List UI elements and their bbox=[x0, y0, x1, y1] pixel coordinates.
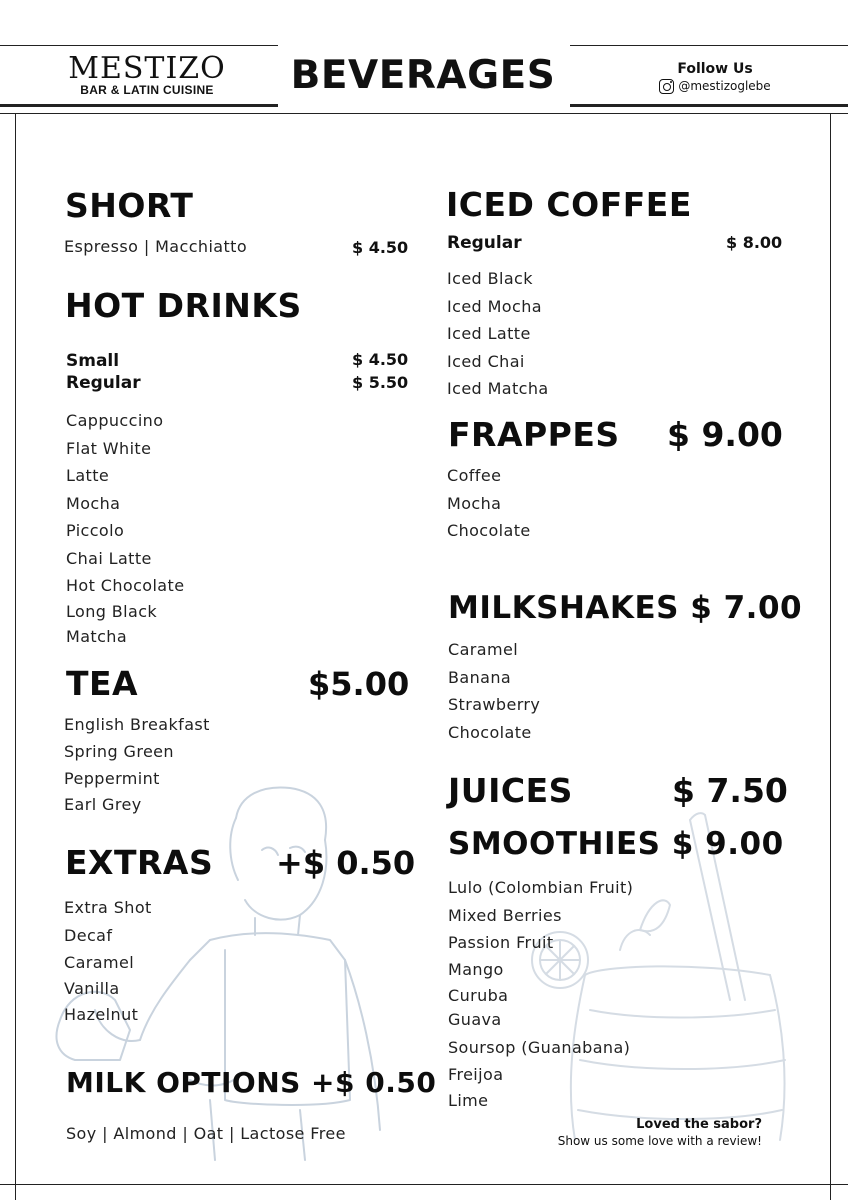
list-item: Banana bbox=[448, 667, 512, 687]
frappes-price: $ 9.00 bbox=[667, 415, 783, 454]
hot-price-small: $ 4.50 bbox=[352, 350, 409, 369]
hot-price-regular: $ 5.50 bbox=[352, 373, 409, 392]
section-title-frappes: FRAPPES bbox=[448, 415, 620, 454]
list-item: Iced Matcha bbox=[447, 379, 549, 398]
list-item: Matcha bbox=[66, 627, 128, 646]
milkshakes-list bbox=[448, 639, 540, 749]
header-bottom-rule-left bbox=[0, 104, 278, 107]
list-item: Iced Mocha bbox=[447, 296, 542, 316]
list-item: English Breakfast bbox=[64, 715, 210, 734]
list-item: Lime bbox=[448, 1091, 489, 1110]
list-item: Soursop (Guanabana) bbox=[448, 1037, 631, 1057]
list-item: Coffee bbox=[447, 466, 502, 485]
hot-size-small: Small bbox=[66, 351, 120, 371]
list-item: Guava bbox=[448, 1010, 502, 1029]
list-item: Chocolate bbox=[447, 521, 531, 540]
smoothies-list bbox=[448, 877, 633, 1116]
list-item: Long Black bbox=[66, 601, 158, 621]
hot-size-regular: Regular bbox=[66, 373, 141, 393]
header-top-rule-right bbox=[570, 45, 848, 46]
list-item: Iced Chai bbox=[447, 351, 525, 371]
iced-coffee-price: $ 8.00 bbox=[726, 233, 783, 252]
list-item: Passion Fruit bbox=[448, 933, 554, 952]
milk-options-items: Soy | Almond | Oat | Lactose Free bbox=[66, 1124, 346, 1143]
review-prompt bbox=[540, 1116, 762, 1149]
list-item: Extra Shot bbox=[64, 898, 152, 917]
follow-title: Follow Us bbox=[677, 61, 753, 77]
review-subtitle: Show us some love with a review! bbox=[557, 1134, 762, 1148]
list-item: Caramel bbox=[448, 640, 519, 659]
list-item: Piccolo bbox=[66, 521, 125, 540]
brand-logo bbox=[54, 51, 240, 97]
list-item: Freijoa bbox=[448, 1065, 504, 1084]
list-item: Mocha bbox=[66, 493, 121, 513]
list-item: Flat White bbox=[66, 438, 152, 458]
juices-price: $ 7.50 bbox=[672, 771, 788, 810]
tea-price: $5.00 bbox=[308, 665, 410, 703]
instagram-handle: @mestizoglebe bbox=[678, 79, 771, 93]
list-item: Iced Black bbox=[447, 269, 533, 288]
list-item: Decaf bbox=[64, 925, 113, 945]
section-title-iced-coffee: ICED COFFEE bbox=[446, 185, 692, 224]
hot-drinks-list bbox=[66, 410, 184, 652]
extras-price: +$ 0.50 bbox=[276, 844, 416, 882]
list-item: Mixed Berries bbox=[448, 905, 562, 925]
list-item: Peppermint bbox=[64, 769, 160, 788]
short-price: $ 4.50 bbox=[352, 238, 409, 257]
section-title-extras: EXTRAS bbox=[65, 843, 214, 882]
instagram-link[interactable] bbox=[640, 78, 790, 94]
list-item: Iced Latte bbox=[447, 324, 531, 343]
list-item: Mango bbox=[448, 959, 504, 979]
frame-left-rule bbox=[15, 113, 16, 1200]
header-bottom-rule-right bbox=[570, 104, 848, 107]
section-title-smoothies: SMOOTHIES $ 9.00 bbox=[448, 826, 784, 862]
list-item: Chai Latte bbox=[66, 548, 152, 568]
short-item: Espresso | Macchiatto bbox=[64, 237, 248, 256]
review-title: Loved the sabor? bbox=[636, 1117, 762, 1132]
list-item: Chocolate bbox=[448, 722, 532, 742]
iced-coffee-size: Regular bbox=[447, 233, 522, 253]
list-item: Lulo (Colombian Fruit) bbox=[448, 878, 634, 897]
frame-top-rule bbox=[0, 113, 848, 114]
section-title-hot-drinks: HOT DRINKS bbox=[65, 286, 302, 325]
instagram-icon bbox=[659, 79, 674, 94]
iced-coffee-list bbox=[447, 268, 549, 406]
list-item: Curuba bbox=[448, 986, 509, 1005]
list-item: Caramel bbox=[64, 952, 135, 972]
extras-list bbox=[64, 897, 152, 1030]
list-item: Mocha bbox=[447, 493, 502, 513]
section-title-short: SHORT bbox=[65, 186, 194, 225]
section-title-juices: JUICES bbox=[448, 771, 573, 810]
section-title-tea: TEA bbox=[66, 664, 139, 703]
list-item: Spring Green bbox=[64, 742, 174, 761]
list-item: Latte bbox=[66, 466, 110, 485]
list-item: Vanilla bbox=[64, 978, 120, 998]
list-item: Earl Grey bbox=[64, 795, 142, 814]
header-top-rule-left bbox=[0, 45, 278, 46]
section-title-milkshakes: MILKSHAKES $ 7.00 bbox=[448, 590, 803, 626]
social-follow bbox=[640, 61, 790, 94]
frame-right-rule bbox=[830, 113, 831, 1200]
list-item: Hazelnut bbox=[64, 1004, 139, 1024]
page-title: BEVERAGES bbox=[290, 53, 556, 98]
list-item: Strawberry bbox=[448, 695, 541, 714]
brand-subtitle: BAR & LATIN CUISINE bbox=[80, 83, 214, 97]
frappes-list bbox=[447, 465, 531, 548]
frame-bottom-rule bbox=[0, 1184, 848, 1185]
list-item: Cappuccino bbox=[66, 411, 164, 430]
tea-list bbox=[64, 714, 210, 820]
list-item: Hot Chocolate bbox=[66, 576, 185, 595]
section-title-milk-options: MILK OPTIONS +$ 0.50 bbox=[66, 1066, 437, 1099]
brand-name: MESTIZO bbox=[68, 51, 226, 86]
